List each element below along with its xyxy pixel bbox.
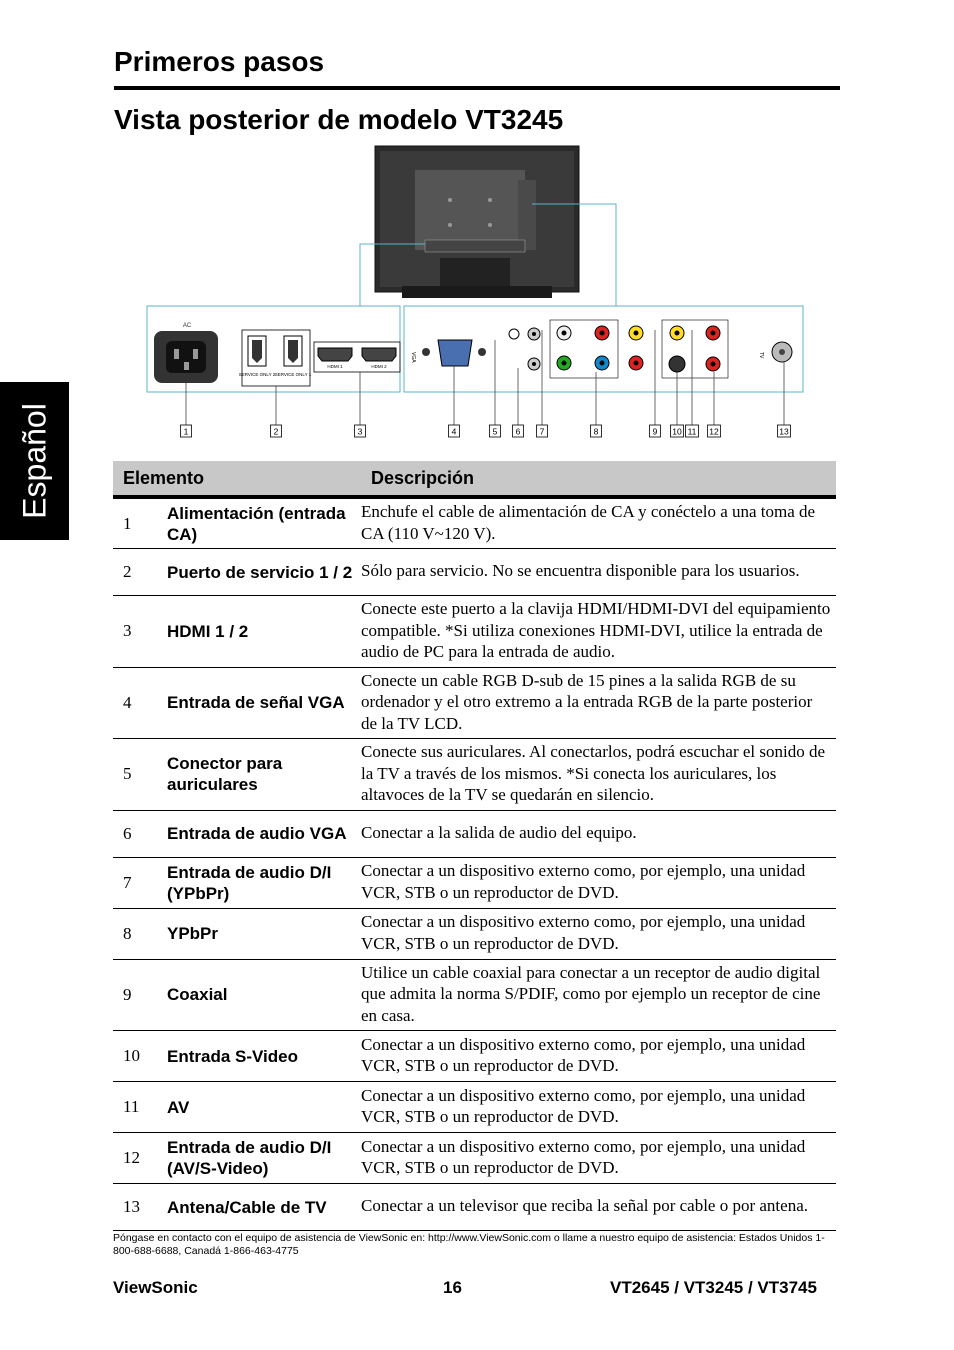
vga-label: VGA <box>410 352 416 363</box>
row-description: Conectar a un dispositivo externo como, por ejemplo, una unidad VCR, STB o un reproductor de DVD. <box>361 1082 836 1133</box>
row-description: Utilice un cable coaxial para conectar a un receptor de audio digital que admita la norma S/PDIF, como por ejemplo un receptor de cine en casa. <box>361 959 836 1031</box>
rear-panel-diagram <box>140 140 820 450</box>
av-svideo-block <box>662 320 728 378</box>
row-description: Conectar a un dispositivo externo como, por ejemplo, una unidad VCR, STB o un reproductor de DVD. <box>361 908 836 959</box>
table-row <box>113 667 836 739</box>
table-header-row <box>113 461 836 497</box>
row-name: Entrada S-Video <box>166 1031 361 1082</box>
table-row <box>113 908 836 959</box>
title-rule <box>114 86 840 90</box>
row-name: Entrada de audio D/I (YPbPr) <box>166 857 361 908</box>
connector-table <box>113 461 836 1231</box>
row-name: Entrada de audio VGA <box>166 810 361 857</box>
ac-power-socket <box>154 331 218 383</box>
callout-number: 4 <box>451 426 457 437</box>
row-number: 10 <box>113 1031 166 1082</box>
callout-number: 11 <box>687 426 697 437</box>
row-number: 4 <box>113 667 166 739</box>
service2-label: SERVICE ONLY 2 <box>238 372 276 377</box>
tv-label: TV <box>758 352 764 359</box>
row-description: Conectar a un dispositivo externo como, por ejemplo, una unidad VCR, STB o un reproductor de DVD. <box>361 1133 836 1184</box>
headphone-jack <box>509 328 540 340</box>
coaxial-port <box>629 326 643 340</box>
language-label: Español <box>16 403 52 519</box>
footer-models: VT2645 / VT3245 / VT3745 <box>610 1278 817 1297</box>
callout-lines <box>186 330 784 425</box>
table-row <box>113 596 836 668</box>
tv-rear-photo <box>375 146 579 298</box>
table-row <box>113 857 836 908</box>
row-name: Antena/Cable de TV <box>166 1184 361 1231</box>
row-name: HDMI 1 / 2 <box>166 596 361 668</box>
row-name: Coaxial <box>166 959 361 1031</box>
row-name: Alimentación (entrada CA) <box>166 497 361 549</box>
row-description: Conecte este puerto a la clavija HDMI/HDMI-DVI del equipamiento compatible. *Si utiliza conexiones HDMI-DVI, utilice la entrada de audio de PC para la entrada de audio. <box>361 596 836 668</box>
callout-number: 7 <box>539 426 545 437</box>
row-number: 12 <box>113 1133 166 1184</box>
row-name: Puerto de servicio 1 / 2 <box>166 549 361 596</box>
table-row <box>113 1031 836 1082</box>
row-name: Entrada de audio D/I (AV/S-Video) <box>166 1133 361 1184</box>
hdmi-ports <box>314 342 400 372</box>
table-row <box>113 810 836 857</box>
hdmi1-label: HDMI 1 <box>327 364 343 369</box>
row-number: 9 <box>113 959 166 1031</box>
table-row <box>113 549 836 596</box>
header-description: Descripción <box>361 461 836 497</box>
row-description: Conecte un cable RGB D-sub de 15 pines a la salida RGB de su ordenador y el otro extremo a la entrada RGB de la parte posterior de la TV LCD. <box>361 667 836 739</box>
ac-label: AC <box>182 323 192 329</box>
row-name: AV <box>166 1082 361 1133</box>
callout-number: 1 <box>183 426 189 437</box>
page-title: Vista posterior de modelo VT3245 <box>114 104 564 135</box>
table-row <box>113 739 836 811</box>
row-description: Sólo para servicio. No se encuentra disponible para los usuarios. <box>361 549 836 596</box>
callout-number: 6 <box>515 426 521 437</box>
footer-brand: ViewSonic <box>113 1278 198 1297</box>
row-number: 1 <box>113 497 166 549</box>
language-side-tab <box>0 382 69 540</box>
callout-number: 12 <box>709 426 719 437</box>
row-description: Conecte sus auriculares. Al conectarlos, podrá escuchar el sonido de la TV a través de los mismos. *Si conecta los auriculares, los altavoces de la TV se quedarán en silencio. <box>361 739 836 811</box>
callout-numbers <box>181 425 791 437</box>
callout-number: 9 <box>652 426 658 437</box>
row-number: 6 <box>113 810 166 857</box>
service-ports <box>239 330 312 386</box>
row-number: 7 <box>113 857 166 908</box>
section-title: Primeros pasos <box>114 46 325 77</box>
row-number: 2 <box>113 549 166 596</box>
table-row <box>113 497 836 549</box>
row-number: 5 <box>113 739 166 811</box>
rca-block-ypbpr <box>550 320 643 378</box>
callout-number: 13 <box>779 426 789 437</box>
callout-number: 10 <box>672 426 682 437</box>
callout-number: 5 <box>492 426 498 437</box>
row-name: Conector para auriculares <box>166 739 361 811</box>
row-name: Entrada de señal VGA <box>166 667 361 739</box>
vga-port <box>422 340 486 366</box>
row-description: Enchufe el cable de alimentación de CA y conéctelo a una toma de CA (110 V~120 V). <box>361 497 836 549</box>
table-row <box>113 959 836 1031</box>
row-name: YPbPr <box>166 908 361 959</box>
hdmi2-label: HDMI 2 <box>371 364 387 369</box>
antenna-port <box>772 342 792 362</box>
support-footnote: Póngase en contacto con el equipo de asistencia de ViewSonic en: http://www.ViewSonic.com o llame a nuestro equipo de asistencia: Estados Unidos 1-800-688-6688, Canadá 1-866-463-4775 <box>113 1232 825 1257</box>
row-number: 3 <box>113 596 166 668</box>
page-number: 16 <box>443 1278 462 1297</box>
row-number: 8 <box>113 908 166 959</box>
table-row <box>113 1082 836 1133</box>
callout-number: 3 <box>357 426 363 437</box>
row-description: Conectar a un dispositivo externo como, por ejemplo, una unidad VCR, STB o un reproductor de DVD. <box>361 1031 836 1082</box>
table-row <box>113 1184 836 1231</box>
callout-number: 8 <box>593 426 599 437</box>
row-description: Conectar a un dispositivo externo como, por ejemplo, una unidad VCR, STB o un reproductor de DVD. <box>361 857 836 908</box>
row-description: Conectar a un televisor que reciba la señal por cable o por antena. <box>361 1184 836 1231</box>
vga-audio-jack <box>528 358 540 370</box>
row-description: Conectar a la salida de audio del equipo. <box>361 810 836 857</box>
table-row <box>113 1133 836 1184</box>
row-number: 11 <box>113 1082 166 1133</box>
service1-label: SERVICE ONLY 1 <box>274 372 312 377</box>
header-element: Elemento <box>113 461 361 497</box>
callout-number: 2 <box>273 426 279 437</box>
row-number: 13 <box>113 1184 166 1231</box>
